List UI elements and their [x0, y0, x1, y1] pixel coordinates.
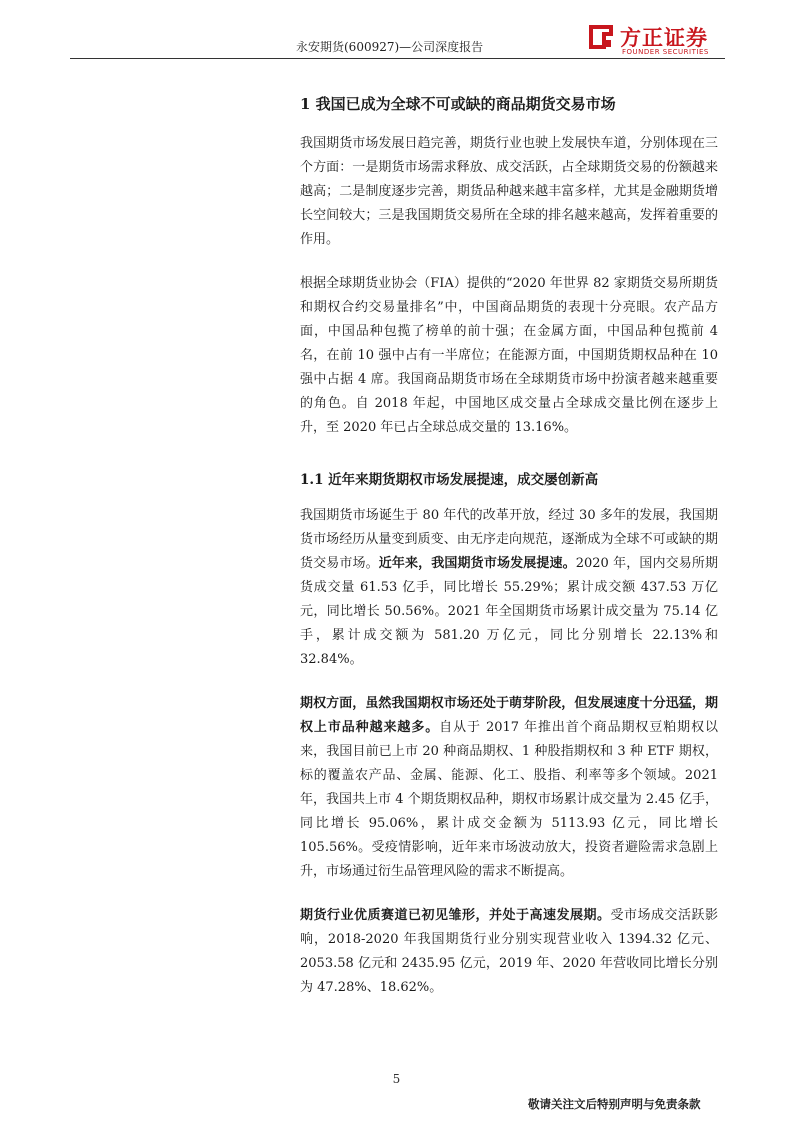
- logo-english-name: FOUNDER SECURITIES: [622, 48, 709, 56]
- section-1-paragraph-2: 根据全球期货业协会（FIA）提供的“2020 年世界 82 家期货交易所期货和期权合约交易量排名”中，中国商品期货的表现十分亮眼。农产品方面，中国品种包揽了榜单的前十强；在金属方面，中国品种包揽前 4 名，在前 10 强中占有一半席位；在能源方面，中国期货期权品种在 10 强中占据 4 席。我国商品期货市场在全球期货市场中扮演者越来越重要的角色。自 2018 年起，中国地区成交量占全球成交量比例在逐步上升，至 2020 年已占全球总成交量的 13.16%。: [300, 276, 718, 435]
- logo-chinese-name: 方正证券: [620, 26, 708, 50]
- main-content: [300, 94, 718, 1020]
- paragraph-text: 受市场成交活跃影响，2018-2020 年我国期货行业分别实现营业收入 1394.32 亿元、2053.58 亿元和 2435.95 亿元，2019 年、2020 年营收同比增长分别为 47.28%、18.62%。: [300, 908, 718, 995]
- paragraph-highlight: 期货行业优质赛道已初见雏形，并处于高速发展期。: [300, 908, 611, 923]
- paragraph-highlight: 近年来，我国期货市场发展提速。: [378, 556, 576, 571]
- section-1-1-paragraph-2: [300, 692, 718, 884]
- paragraph-text: 我国期货市场诞生于 80 年代的改革开放，经过 30 多年的发展，我国期货市场经历从量变到质变、由无序走向规范，逐渐成为全球不可或缺的期货交易市场。: [300, 508, 718, 571]
- paragraph-text: 自从于 2017 年推出首个商品期权豆粕期权以来，我国目前已上市 20 种商品期权、1 种股指期权和 3 种 ETF 期权，标的覆盖农产品、金属、能源、化工、股指、利率等多个领域。2021 年，我国共上市 4 个期货期权品种，期权市场累计成交量为 2.45 亿手，同比增长 95.06%，累计成交金额为 5113.93 亿元，同比增长 105.56%。受疫情影响，近年来市场波动放大，投资者避险需求急剧上升，市场通过衍生品管理风险的需求不断提高。: [300, 720, 718, 879]
- section-1-1-paragraph-3: [300, 904, 718, 1000]
- report-title: 永安期货(600927)—公司深度报告: [296, 40, 484, 54]
- page-number: 5: [392, 1072, 401, 1086]
- paragraph-highlight: 期权方面，虽然我国期权市场还处于萌芽阶段，但发展速度十分迅猛，期权上市品种越来越多。: [300, 696, 718, 735]
- logo-mark-icon: [588, 24, 614, 50]
- section-1-1-title: 1.1 近年来期货期权市场发展提速，成交屡创新高: [300, 472, 599, 488]
- disclaimer-note: 敬请关注文后特别声明与免责条款: [528, 1097, 701, 1111]
- section-1-1-paragraph-1: [300, 504, 718, 672]
- header-divider: [70, 58, 725, 59]
- founder-securities-logo: [588, 22, 728, 60]
- section-1-title: 1 我国已成为全球不可或缺的商品期货交易市场: [300, 95, 616, 113]
- section-1-paragraph-1: 我国期货市场发展日趋完善，期货行业也驶上发展快车道，分别体现在三个方面：一是期货市场需求释放、成交活跃，占全球期货交易的份额越来越高；二是制度逐步完善，期货品种越来越丰富多样，尤其是金融期货增长空间较大；三是我国期货交易所在全球的排名越来越高，发挥着重要的作用。: [300, 136, 718, 247]
- paragraph-text: 2020 年，国内交易所期货成交量 61.53 亿手，同比增长 55.29%；累计成交额 437.53 万亿元，同比增长 50.56%。2021 年全国期货市场累计成交量为 75.14 亿手，累计成交额为 581.20 万亿元，同比分别增长 22.13%和 32.84%。: [300, 556, 718, 667]
